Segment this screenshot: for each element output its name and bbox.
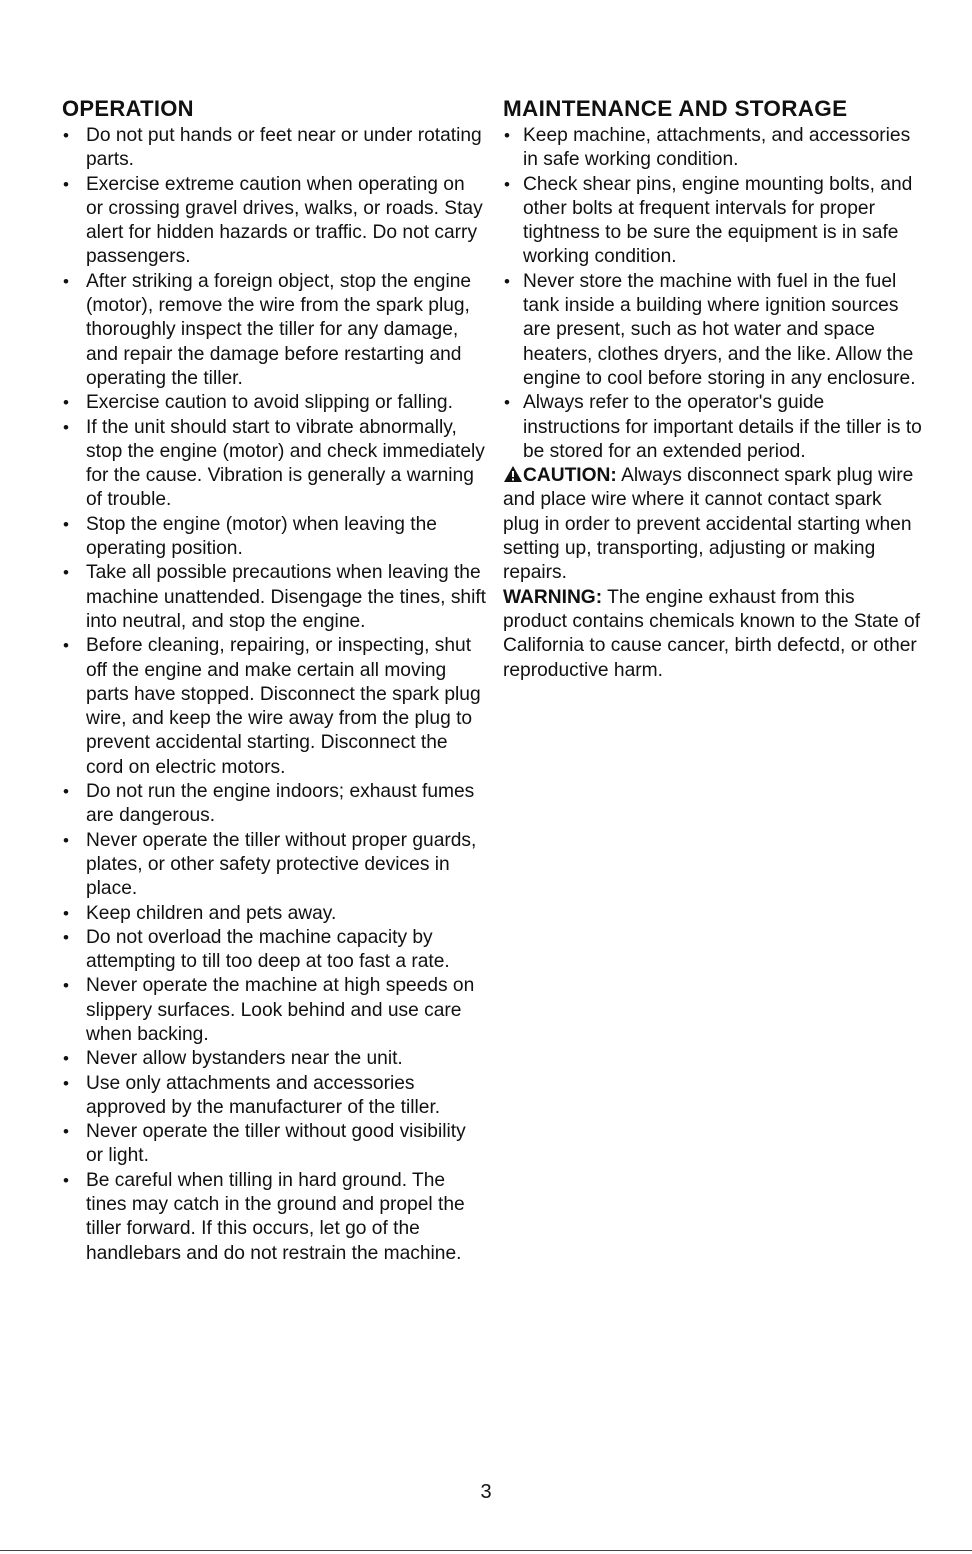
caution-paragraph: [503, 464, 923, 585]
list-item: • Keep children and pets away.: [62, 902, 487, 926]
list-item: • Before cleaning, repairing, or inspecting, shut off the engine and make certain all moving parts have stopped. Disconnect the spark plug wire, and keep the wire away from the plug to prevent accidental starting. Disconnect the cord on electric motors.: [62, 634, 487, 780]
operation-heading: OPERATION: [62, 96, 194, 121]
list-item: • If the unit should start to vibrate abnormally, stop the engine (motor) and check immediately for the cause. Vibration is generally a warning of trouble.: [62, 416, 487, 513]
maintenance-heading: MAINTENANCE AND STORAGE: [503, 96, 848, 121]
list-item: • Be careful when tilling in hard ground. The tines may catch in the ground and propel the tiller forward. If this occurs, let go of the handlebars and do not restrain the machine.: [62, 1169, 487, 1266]
list-item: • Always refer to the operator's guide instructions for important details if the tiller is to be stored for an extended period.: [503, 391, 923, 464]
list-item: • Exercise caution to avoid slipping or falling.: [62, 391, 487, 415]
list-item: • Exercise extreme caution when operating on or crossing gravel drives, walks, or roads. Stay alert for hidden hazards or traffic. Do not carry passengers.: [62, 173, 487, 270]
list-item: • Stop the engine (motor) when leaving the operating position.: [62, 513, 487, 562]
list-item: • Never store the machine with fuel in the fuel tank inside a building where ignition sources are present, such as hot water and space heaters, clothes dryers, and the like. Allow the engine to cool before storing in any enclosure.: [503, 270, 923, 391]
warning-text: The engine exhaust from this product contains chemicals known to the State of California to cause cancer, birth defectd, or other reproductive harm.: [503, 586, 921, 681]
list-item: • Do not run the engine indoors; exhaust fumes are dangerous.: [62, 780, 487, 829]
list-item: • Take all possible precautions when leaving the machine unattended. Disengage the tines, shift into neutral, and stop the engine.: [62, 561, 487, 634]
list-item: • Check shear pins, engine mounting bolts, and other bolts at frequent intervals for proper tightness to be sure the equipment is in safe working condition.: [503, 173, 923, 270]
page-number: 3: [480, 1481, 492, 1503]
list-item: • After striking a foreign object, stop the engine (motor), remove the wire from the spark plug, thoroughly inspect the tiller for any damage, and repair the damage before restarting and operating the tiller.: [62, 270, 487, 391]
list-item: • Never operate the machine at high speeds on slippery surfaces. Look behind and use care when backing.: [62, 974, 487, 1047]
bottom-divider: [0, 1550, 972, 1551]
warning-label: WARNING:: [503, 586, 603, 608]
list-item: • Never allow bystanders near the unit.: [62, 1047, 487, 1071]
maintenance-list: [503, 124, 923, 464]
caution-label: CAUTION:: [523, 465, 617, 487]
maintenance-section: [503, 96, 923, 683]
list-item: • Use only attachments and accessories approved by the manufacturer of the tiller.: [62, 1072, 487, 1121]
list-item: • Do not put hands or feet near or under rotating parts.: [62, 124, 487, 173]
operation-list: [62, 124, 487, 1266]
operation-section: [62, 96, 487, 1266]
list-item: • Never operate the tiller without proper guards, plates, or other safety protective devices in place.: [62, 829, 487, 902]
list-item: • Never operate the tiller without good visibility or light.: [62, 1120, 487, 1169]
list-item: • Keep machine, attachments, and accessories in safe working condition.: [503, 124, 923, 173]
warning-paragraph: [503, 586, 923, 683]
list-item: • Do not overload the machine capacity by attempting to till too deep at too fast a rate.: [62, 926, 487, 975]
warning-triangle-icon: [503, 465, 523, 483]
caution-text: Always disconnect spark plug wire and place wire where it cannot contact spark plug in order to prevent accidental starting when setting up, transporting, adjusting or making repairs.: [503, 465, 914, 584]
